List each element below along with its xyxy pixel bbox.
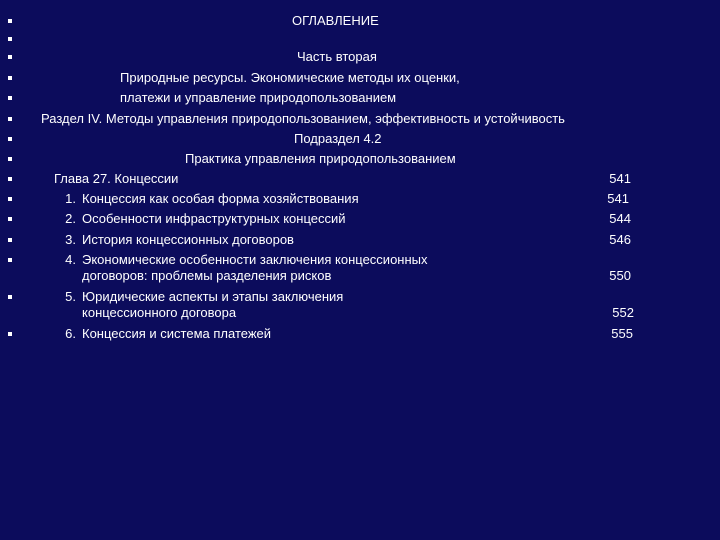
bullet-icon [8,137,12,141]
entry-number: 2. [65,211,76,226]
toc-title: ОГЛАВЛЕНИЕ [292,13,379,28]
toc-entry-continuation [0,304,720,322]
section-heading: Раздел IV. Методы управления природопользованием, эффективность и устойчивость [41,111,565,126]
bullet-icon [8,117,12,121]
section-line [0,110,720,128]
entry-page: 550 [609,268,631,283]
bullet-icon [8,217,12,221]
toc-entry-continuation [0,267,720,285]
bullet-icon [8,258,12,262]
entry-title: Концессия и система платежей [82,326,272,341]
entry-number: 3. [65,232,76,247]
bullet-icon [8,96,12,100]
entry-page: 541 [607,191,629,206]
bullet-icon [8,197,12,201]
toc-entry [0,231,720,249]
entry-title: Особенности инфраструктурных концессий [82,211,346,226]
entry-title-continued: договоров: проблемы разделения рисков [82,268,332,283]
toc-title-line [0,12,720,30]
subsection-heading: Подраздел 4.2 [294,131,382,146]
bullet-icon [8,238,12,242]
entry-title: Экономические особенности заключения концессионных [82,252,428,267]
toc-entry [0,210,720,228]
entry-number: 5. [65,289,76,304]
bullet-icon [8,157,12,161]
entry-number: 6. [65,326,76,341]
part-title-2: платежи и управление природопользованием [120,90,397,105]
entry-title: Юридические аспекты и этапы заключения [82,289,344,304]
chapter-page: 541 [609,171,631,186]
entry-page: 544 [609,211,631,226]
entry-page: 552 [612,305,634,320]
bullet-icon [8,37,12,41]
entry-number: 1. [65,191,76,206]
part-line [0,48,720,66]
entry-number: 4. [65,252,76,267]
subsection-line [0,130,720,148]
bullet-icon [8,55,12,59]
entry-title: История концессионных договоров [82,232,294,247]
empty-line [0,30,720,48]
bullet-icon [8,177,12,181]
toc-entry [0,190,720,208]
bullet-icon [8,295,12,299]
bullet-icon [8,332,12,336]
entry-page: 546 [609,232,631,247]
subsection-title: Практика управления природопользованием [185,151,456,166]
entry-title: Концессия как особая форма хозяйствования [82,191,359,206]
entry-title-continued: концессионного договора [82,305,237,320]
part-title-line-2 [0,89,720,107]
chapter-title: Глава 27. Концессии [54,171,179,186]
bullet-icon [8,19,12,23]
subsection-title-line [0,150,720,168]
part-title-line-1 [0,69,720,87]
bullet-icon [8,76,12,80]
entry-page: 555 [611,326,633,341]
part-heading: Часть вторая [297,49,377,64]
toc-entry [0,325,720,343]
part-title-1: Природные ресурсы. Экономические методы их оценки, [120,70,460,85]
chapter-line [0,170,720,188]
